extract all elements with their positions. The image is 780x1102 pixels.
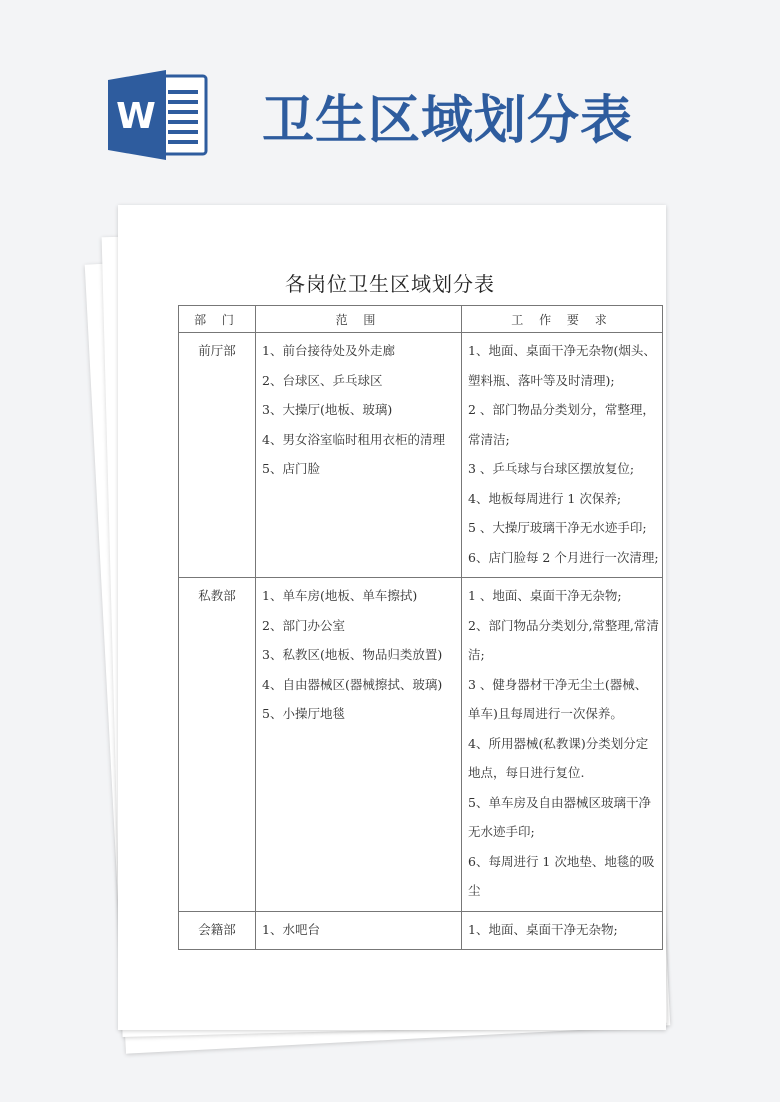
dept-cell bbox=[179, 578, 256, 912]
column-header-requirements: 工 作 要 求 bbox=[462, 306, 663, 333]
table-header-row bbox=[179, 306, 663, 333]
scope-item: 3、私教区(地板、物品归类放置) bbox=[262, 647, 443, 662]
scope-item: 1、前台接待处及外走廊 bbox=[262, 343, 395, 358]
svg-text:W: W bbox=[116, 96, 156, 137]
requirements-cell bbox=[462, 911, 663, 950]
scope-item: 5、店门脸 bbox=[262, 461, 320, 476]
dept-name: 前厅部 bbox=[198, 343, 236, 358]
requirement-line: 塑料瓶、落叶等及时清理); bbox=[468, 372, 615, 388]
table-row bbox=[179, 333, 663, 578]
table-row bbox=[179, 911, 663, 950]
scope-item: 4、男女浴室临时租用衣柜的清理 bbox=[262, 431, 445, 447]
scope-item: 1、水吧台 bbox=[262, 921, 320, 937]
requirement-line: 5、单车房及自由器械区玻璃干净 bbox=[468, 794, 651, 810]
scope-item: 2、部门办公室 bbox=[262, 617, 345, 633]
requirement-line: 2 、部门物品分类划分，常整理， bbox=[468, 402, 655, 417]
document-title: 各岗位卫生区域划分表 bbox=[285, 272, 495, 296]
scope-item: 3、大操厅(地板、玻璃) bbox=[262, 402, 393, 417]
requirement-line: 1、地面、桌面干净无杂物(烟头、 bbox=[468, 343, 656, 358]
requirement-line: 无水迹手印; bbox=[468, 824, 535, 839]
table-row bbox=[179, 578, 663, 912]
scope-cell bbox=[256, 578, 462, 912]
column-header-scope: 范 围 bbox=[256, 306, 462, 333]
sanitation-table bbox=[178, 305, 663, 950]
dept-name: 私教部 bbox=[198, 588, 236, 603]
requirement-line: 地点，每日进行复位. bbox=[468, 765, 585, 780]
page-title: 卫生区域划分表 bbox=[262, 91, 634, 151]
scope-cell bbox=[256, 333, 462, 578]
requirement-line: 4、所用器械(私教课)分类划分定 bbox=[468, 735, 649, 751]
requirement-line: 6、每周进行 1 次地垫、地毯的吸 bbox=[468, 853, 655, 869]
requirement-line: 2、部门物品分类划分,常整理,常清 bbox=[468, 617, 659, 633]
requirement-line: 1 、地面、桌面干净无杂物; bbox=[468, 588, 622, 603]
dept-cell bbox=[179, 333, 256, 578]
requirements-cell bbox=[462, 578, 663, 912]
scope-cell bbox=[256, 911, 462, 950]
requirement-line: 1、地面、桌面干净无杂物; bbox=[468, 921, 618, 937]
requirements-cell bbox=[462, 333, 663, 578]
word-icon bbox=[108, 70, 208, 160]
requirement-line: 3 、健身器材干净无尘土(器械、 bbox=[468, 676, 648, 692]
requirement-line: 3 、乒乓球与台球区摆放复位; bbox=[468, 461, 635, 476]
column-header-dept: 部 门 bbox=[179, 306, 256, 333]
requirement-line: 单车)且每周进行一次保养。 bbox=[468, 706, 623, 721]
scope-item: 1、单车房(地板、单车擦拭) bbox=[262, 588, 418, 603]
requirement-line: 4、地板每周进行 1 次保养; bbox=[468, 490, 622, 506]
scope-item: 4、自由器械区(器械擦拭、玻璃) bbox=[262, 676, 443, 692]
requirement-line: 常清洁; bbox=[468, 431, 510, 447]
scope-item: 5、小操厅地毯 bbox=[262, 706, 345, 721]
scope-item: 2、台球区、乒乓球区 bbox=[262, 372, 383, 388]
dept-name: 会籍部 bbox=[198, 921, 236, 937]
requirement-line: 6、店门脸每 2 个月进行一次清理; bbox=[468, 549, 659, 565]
requirement-line: 洁; bbox=[468, 647, 485, 662]
dept-cell bbox=[179, 911, 256, 950]
requirement-line: 5 、大操厅玻璃干净无水迹手印; bbox=[468, 520, 647, 535]
requirement-line: 尘 bbox=[468, 883, 481, 898]
